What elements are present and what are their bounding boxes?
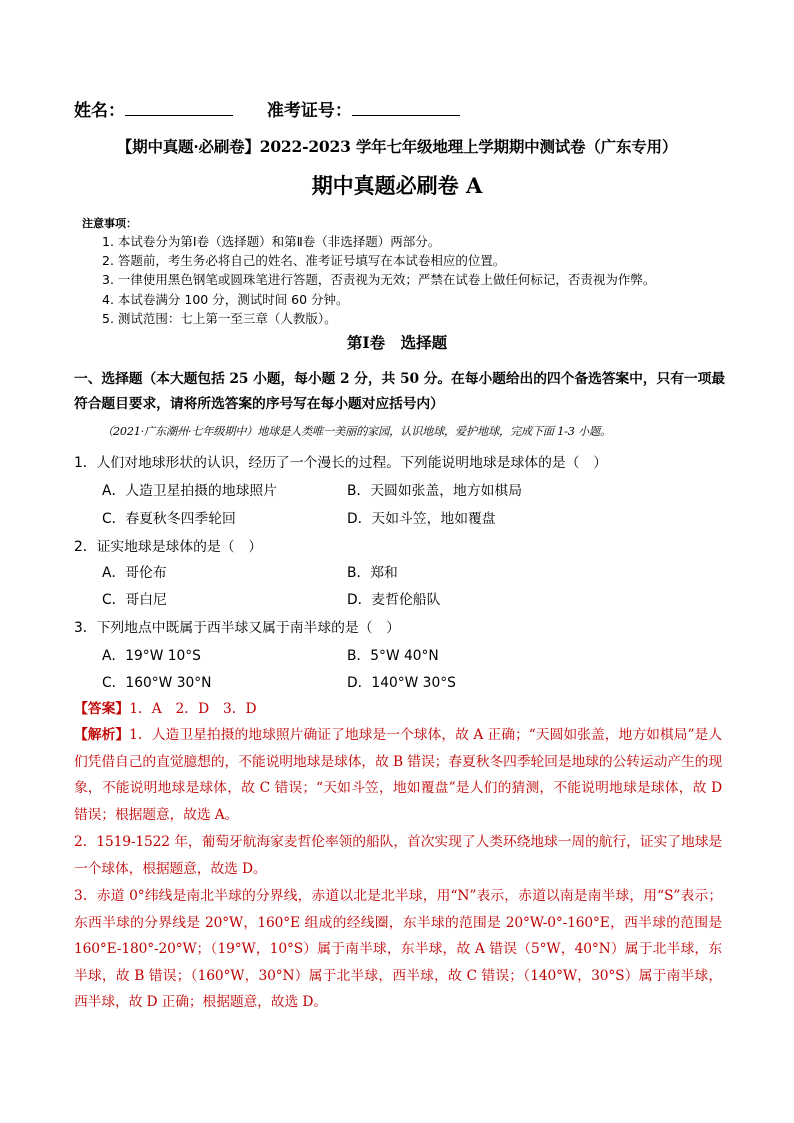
question-2-stem: 2．证实地球是球体的是（ ） [74,539,263,555]
question-3-option-a: A．19°W 10°S [102,648,201,664]
notice-item: 1. 本试卷分为第Ⅰ卷（选择题）和第Ⅱ卷（非选择题）两部分。 [102,234,441,249]
exam-subtitle: 【期中真题·必刷卷】2022-2023 学年七年级地理上学期期中测试卷（广东专用） [116,137,678,156]
question-2-option-c: C．哥白尼 [102,592,167,608]
question-3-option-b: B．5°W 40°N [347,648,439,664]
analysis-label: 【解析】 [74,727,130,743]
notice-list [102,232,655,328]
analysis-paragraph-1 [74,722,722,828]
question-2-option-b: B．郑和 [347,565,398,581]
notice-item: 2. 答题前，考生务必将自己的姓名、准考证号填写在本试卷相应的位置。 [102,253,506,269]
analysis-paragraph-3: 3．赤道 0°纬线是南北半球的分界线，赤道以北是北半球，用“N”表示，赤道以南是南半球，用“S”表示；东西半球的分界线是 20°W，160°E 组成的经线圈，东半球的范围是 20°W-0°-160°E，西半球的范围是 160°E-180°-20°W；（19°W，10°S）属于南半球，东半球，故 A 错误（5°W，40°N）属于北半球，东半球，故 B 错误；（160°W，30°N）属于北半球，西半球，故 C 错误；（140°W，30°S）属于南半球，西半球，故 D 正确；根据题意，故选 D。 [74,888,722,1011]
question-2-option-d: D．麦哲伦船队 [347,592,441,608]
question-1-option-a: A．人造卫星拍摄的地球照片 [102,483,277,499]
question-1-stem: 1．人们对地球形状的认识，经历了一个漫长的过程。下列能说明地球是球体的是（ ） [74,455,608,471]
name-blank [125,101,233,116]
exam-title: 期中真题必刷卷 A [311,173,483,198]
answer-line [74,697,257,717]
notice-heading: 注意事项： [82,217,137,230]
exam-id-label: 准考证号： [266,101,352,121]
answer-text: 1．A 2．D 3．D [129,701,257,717]
answer-label: 【答案】 [74,701,130,717]
question-1-option-c: C．春夏秋冬四季轮回 [102,511,236,527]
notice-item: 4. 本试卷满分 100 分，测试时间 60 分钟。 [102,291,349,307]
question-3-stem: 3．下列地点中既属于西半球又属于南半球的是（ ） [74,620,401,636]
question-3-option-d: D．140°W 30°S [347,675,456,691]
question-1-option-b: B．天圆如张盖，地方如棋局 [347,483,523,499]
section-title: 第Ⅰ卷 选择题 [346,333,448,352]
candidate-info-line [74,96,488,121]
exam-id-blank [352,101,460,116]
notice-item: 3. 一律使用黑色钢笔或圆珠笔进行答题，否责视为无效；严禁在试卷上做任何标记，否责视为作弊。 [102,272,656,288]
source-note: （2021·广东潮州·七年级期中）地球是人类唯一美丽的家园，认识地球，爱护地球，完成下面 1-3 小题。 [102,425,612,438]
name-label: 姓名： [74,101,125,121]
question-2-option-a: A．哥伦布 [102,565,167,581]
analysis-text-1: 1．人造卫星拍摄的地球照片确证了地球是一个球体，故 A 正确；“天圆如张盖，地方如棋局”是人们凭借自己的直觉臆想的，不能说明地球是球体，故 B 错误；春夏秋冬四季轮回是地球的公转运动产生的现象，不能说明地球是球体，故 C 错误；“天如斗笠，地如覆盘”是人们的猜测，不能说明地球是球体，故 D 错误；根据题意，故选 A。 [74,727,722,823]
question-1-option-d: D．天如斗笠，地如覆盘 [347,511,496,527]
question-3-option-c: C．160°W 30°N [102,675,212,691]
part-intro: 一、选择题（本大题包括 25 小题，每小题 2 分，共 50 分。在每小题给出的四个备选答案中，只有一项最符合题目要求，请将所选答案的序号写在每小题对应括号内） [74,371,725,412]
notice-item: 5. 测试范围：七上第一至三章（人教版）。 [102,310,337,326]
analysis-paragraph-2: 2．1519-1522 年，葡萄牙航海家麦哲伦率领的船队，首次实现了人类环绕地球一周的航行，证实了地球是一个球体，根据题意，故选 D。 [74,834,722,877]
